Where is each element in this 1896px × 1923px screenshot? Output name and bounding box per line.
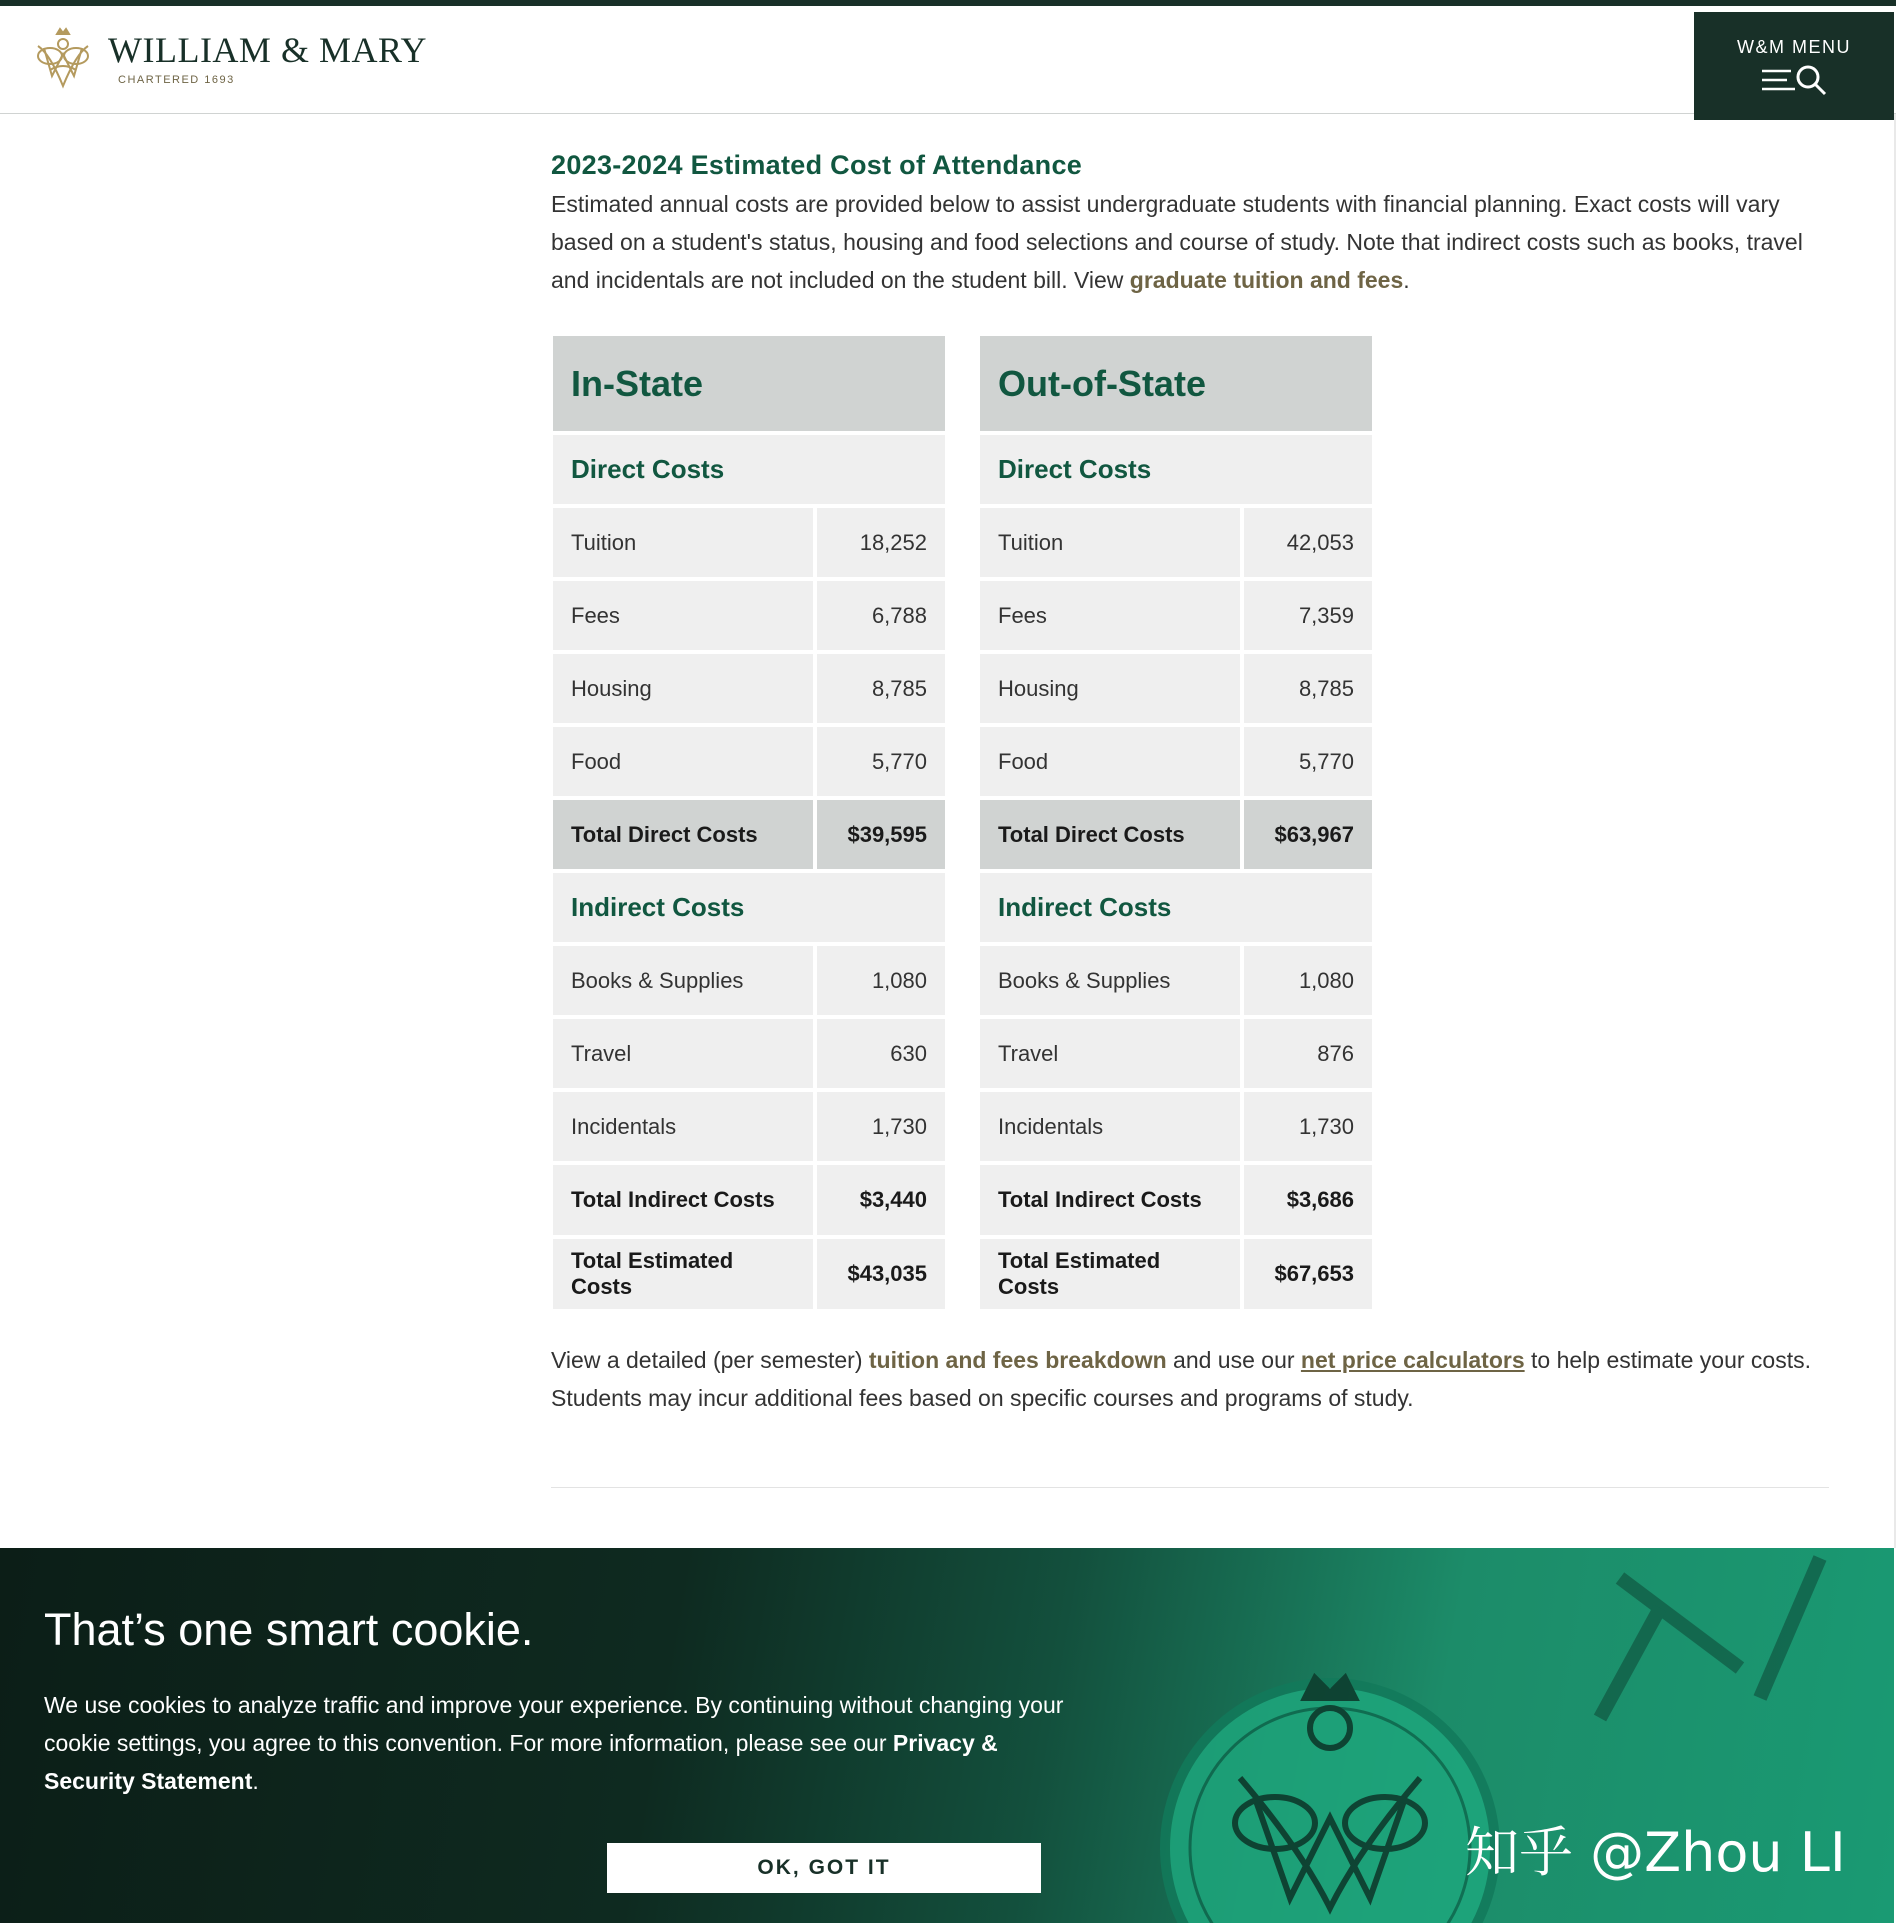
table-row (980, 508, 1372, 577)
row-value: 6,788 (817, 581, 945, 650)
wm-menu-button[interactable] (1694, 12, 1894, 120)
logo-tagline: CHARTERED 1693 (118, 74, 235, 86)
row-value: 7,359 (1244, 581, 1372, 650)
row-value: 42,053 (1244, 508, 1372, 577)
cookie-end: . (252, 1768, 259, 1794)
table-row (553, 508, 945, 577)
table-row (553, 727, 945, 796)
section-divider (551, 1487, 1829, 1488)
cookie-text (44, 1686, 1064, 1800)
row-label: Food (553, 727, 813, 796)
menu-label: W&M MENU (1737, 36, 1851, 57)
site-logo[interactable] (30, 26, 427, 92)
watermark-text: 知乎 @Zhou LI (1465, 1821, 1846, 1884)
direct-costs-heading: Direct Costs (980, 435, 1372, 504)
row-value: 1,080 (817, 946, 945, 1015)
after-table-paragraph (551, 1341, 1821, 1417)
row-value: 8,785 (1244, 654, 1372, 723)
after-text-1: View a detailed (per semester) (551, 1347, 869, 1373)
indirect-costs-heading: Indirect Costs (980, 873, 1372, 942)
row-label: Total Direct Costs (980, 800, 1240, 869)
row-label: Incidentals (553, 1092, 813, 1161)
in-state-title: In-State (553, 336, 945, 431)
out-of-state-table (976, 332, 1376, 1313)
row-label: Housing (553, 654, 813, 723)
direct-costs-heading: Direct Costs (553, 435, 945, 504)
row-label: Total Indirect Costs (553, 1165, 813, 1235)
row-label: Books & Supplies (980, 946, 1240, 1015)
row-label: Food (980, 727, 1240, 796)
table-row (980, 1019, 1372, 1088)
row-label: Total Indirect Costs (980, 1165, 1240, 1235)
row-label: Fees (980, 581, 1240, 650)
total-row (553, 1165, 945, 1235)
table-row (553, 581, 945, 650)
cookie-banner (0, 1548, 1894, 1923)
intro-end: . (1403, 267, 1410, 293)
row-value: $67,653 (1244, 1239, 1372, 1309)
table-row (553, 1019, 945, 1088)
in-state-table (549, 332, 949, 1313)
row-value: 5,770 (817, 727, 945, 796)
table-row (980, 946, 1372, 1015)
total-row (980, 1239, 1372, 1309)
row-label: Total Estimated Costs (553, 1239, 813, 1309)
row-label: Incidentals (980, 1092, 1240, 1161)
tuition-fees-breakdown-link[interactable]: tuition and fees breakdown (868, 1347, 1167, 1373)
row-value: 876 (1244, 1019, 1372, 1088)
main-content (551, 150, 1831, 299)
row-value: 8,785 (817, 654, 945, 723)
cookie-title: That’s one smart cookie. (44, 1604, 534, 1655)
table-row (980, 581, 1372, 650)
row-value: 1,730 (1244, 1092, 1372, 1161)
row-value: 18,252 (817, 508, 945, 577)
table-row (980, 1092, 1372, 1161)
row-value: $63,967 (1244, 800, 1372, 869)
out-of-state-title: Out-of-State (980, 336, 1372, 431)
table-row (553, 654, 945, 723)
row-label: Total Estimated Costs (980, 1239, 1240, 1309)
after-text-3: to help estimate your costs. Students may incur additional fees based on specific courses and programs of study. (551, 1347, 1811, 1411)
cookie-ok-button[interactable]: OK, GOT IT (607, 1843, 1041, 1893)
row-value: $39,595 (817, 800, 945, 869)
site-header (0, 6, 1896, 114)
row-value: $43,035 (817, 1239, 945, 1309)
table-row (553, 946, 945, 1015)
row-value: $3,686 (1244, 1165, 1372, 1235)
row-label: Fees (553, 581, 813, 650)
row-label: Books & Supplies (553, 946, 813, 1015)
search-icon (1795, 64, 1827, 96)
row-value: $3,440 (817, 1165, 945, 1235)
net-price-calculators-link[interactable]: net price calculators (1300, 1347, 1525, 1373)
row-value: 1,730 (817, 1092, 945, 1161)
total-row (553, 800, 945, 869)
wm-cypher-logo-icon (30, 26, 96, 92)
intro-text: Estimated annual costs are provided below to assist undergraduate students with financial planning. Exact costs will vary based on a student's status, housing and food selections and course of study. Note that indirect costs such as books, travel and incidentals are not included on the student bill. View (551, 191, 1803, 293)
row-value: 630 (817, 1019, 945, 1088)
row-label: Tuition (980, 508, 1240, 577)
cookie-body: We use cookies to analyze traffic and improve your experience. By continuing without changing your cookie settings, you agree to this convention. For more information, please see our (44, 1692, 1064, 1756)
row-value: 1,080 (1244, 946, 1372, 1015)
row-label: Housing (980, 654, 1240, 723)
cost-tables (553, 336, 1372, 1309)
privacy-statement-link[interactable]: Privacy & Security Statement (44, 1730, 998, 1794)
hamburger-icon (1761, 66, 1795, 94)
graduate-tuition-link[interactable]: graduate tuition and fees (1129, 267, 1404, 293)
after-text-2: and use our (1166, 1347, 1301, 1373)
row-label: Total Direct Costs (553, 800, 813, 869)
intro-paragraph (551, 185, 1811, 299)
row-label: Tuition (553, 508, 813, 577)
total-row (553, 1239, 945, 1309)
row-label: Travel (980, 1019, 1240, 1088)
row-value: 5,770 (1244, 727, 1372, 796)
table-row (980, 654, 1372, 723)
table-row (553, 1092, 945, 1161)
row-label: Travel (553, 1019, 813, 1088)
total-row (980, 1165, 1372, 1235)
logo-wordmark: WILLIAM & MARY (108, 30, 427, 70)
total-row (980, 800, 1372, 869)
table-row (980, 727, 1372, 796)
page-title: 2023-2024 Estimated Cost of Attendance (551, 150, 1083, 180)
indirect-costs-heading: Indirect Costs (553, 873, 945, 942)
